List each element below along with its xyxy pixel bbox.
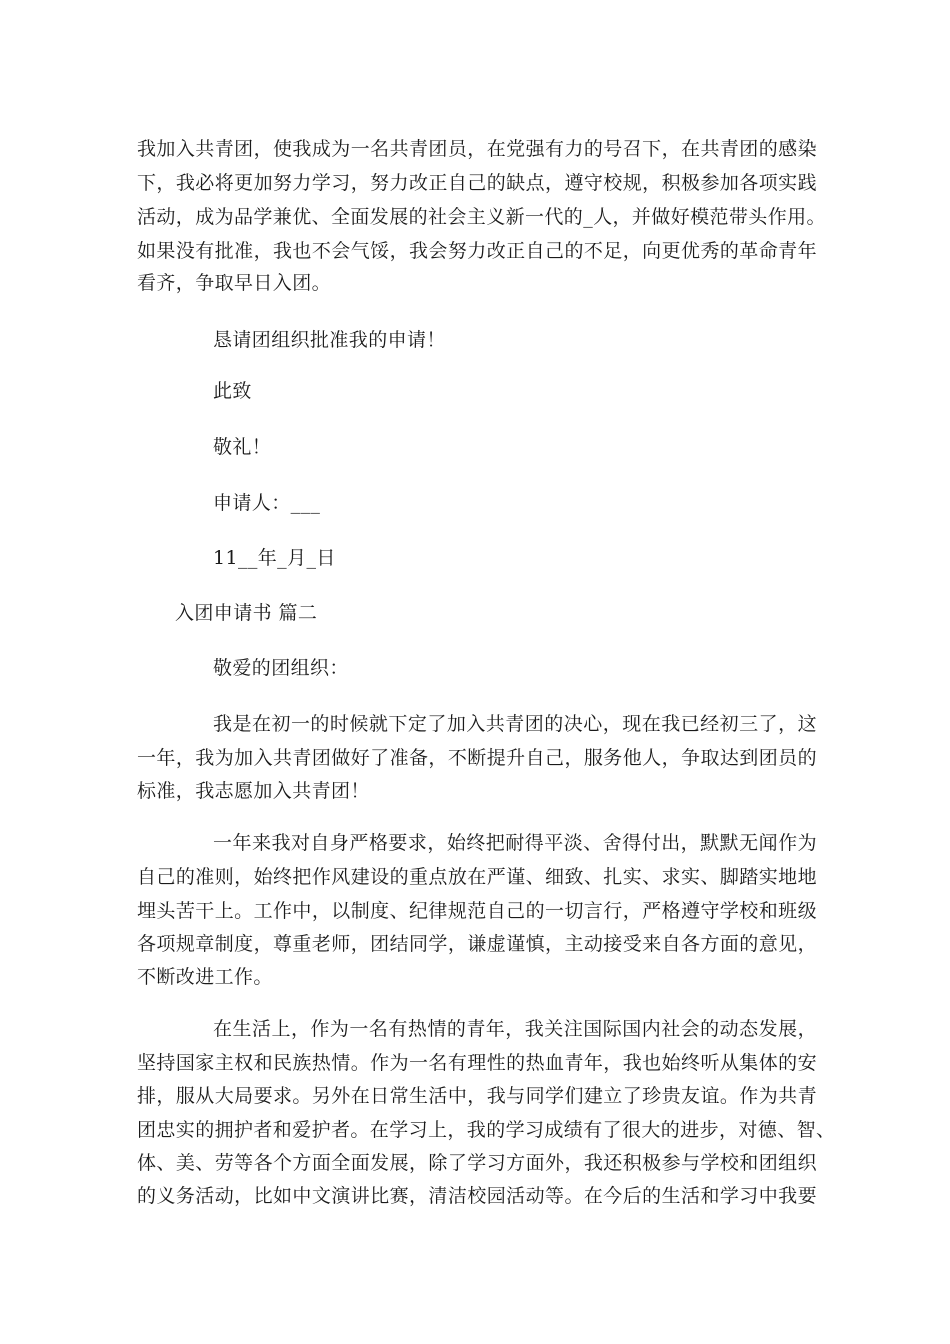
request-line: 恳请团组织批准我的申请！ (213, 329, 446, 351)
paragraph-line: 埋头苦干上。工作中，以制度、纪律规范自己的一切言行，严格遵守学校和班级 (137, 900, 817, 922)
paragraph-line: 一年，我为加入共青团做好了准备，不断提升自己，服务他人，争取达到团员的 (137, 747, 817, 769)
paragraph-line: 体、美、劳等各个方面全面发展，除了学习方面外，我还积极参与学校和团组织 (137, 1152, 817, 1174)
date-line: 11__年_月_日 (213, 547, 336, 569)
paragraph-line: 下，我必将更加努力学习，努力改正自己的缺点，遵守校规，积极参加各项实践 (137, 172, 817, 194)
paragraph-line: 不断改进工作。 (137, 966, 273, 988)
paragraph-line: 的义务活动，比如中文演讲比赛，清洁校园活动等。在今后的生活和学习中我要 (137, 1185, 817, 1207)
paragraph-line: 团忠实的拥护者和爱护者。在学习上，我的学习成绩有了很大的进步，对德、智、 (137, 1119, 836, 1141)
greeting-line: 敬爱的团组织： (213, 657, 349, 679)
paragraph-line: 各项规章制度，尊重老师，团结同学，谦虚谨慎，主动接受来自各方面的意见， (137, 933, 817, 955)
paragraph-line: 一年来我对自身严格要求，始终把耐得平淡、舍得付出，默默无闻作为 (213, 832, 817, 854)
paragraph-line: 坚持国家主权和民族热情。作为一名有理性的热血青年，我也始终听从集体的安 (137, 1052, 817, 1074)
paragraph-line: 自己的准则，始终把作风建设的重点放在严谨、细致、扎实、求实、脚踏实地地 (137, 866, 817, 888)
salutation-line: 此致 (213, 380, 252, 402)
applicant-line: 申请人：___ (213, 492, 321, 514)
paragraph-line: 我加入共青团，使我成为一名共青团员，在党强有力的号召下，在共青团的感染 (137, 138, 817, 160)
paragraph-line: 我是在初一的时候就下定了加入共青团的决心，现在我已经初三了，这 (213, 713, 817, 735)
paragraph-line: 标准，我志愿加入共青团！ (137, 780, 370, 802)
paragraph-line: 看齐，争取早日入团。 (137, 272, 332, 294)
paragraph-line: 活动，成为品学兼优、全面发展的社会主义新一代的_人，并做好模范带头作用。 (137, 206, 826, 228)
paragraph-line: 在生活上，作为一名有热情的青年，我关注国际国内社会的动态发展， (213, 1018, 817, 1040)
salutation-line: 敬礼！ (213, 436, 272, 458)
paragraph-line: 排，服从大局要求。另外在日常生活中，我与同学们建立了珍贵友谊。作为共青 (137, 1085, 817, 1107)
section-title: 入团申请书 篇二 (175, 602, 318, 624)
paragraph-line: 如果没有批准，我也不会气馁，我会努力改正自己的不足，向更优秀的革命青年 (137, 240, 817, 262)
